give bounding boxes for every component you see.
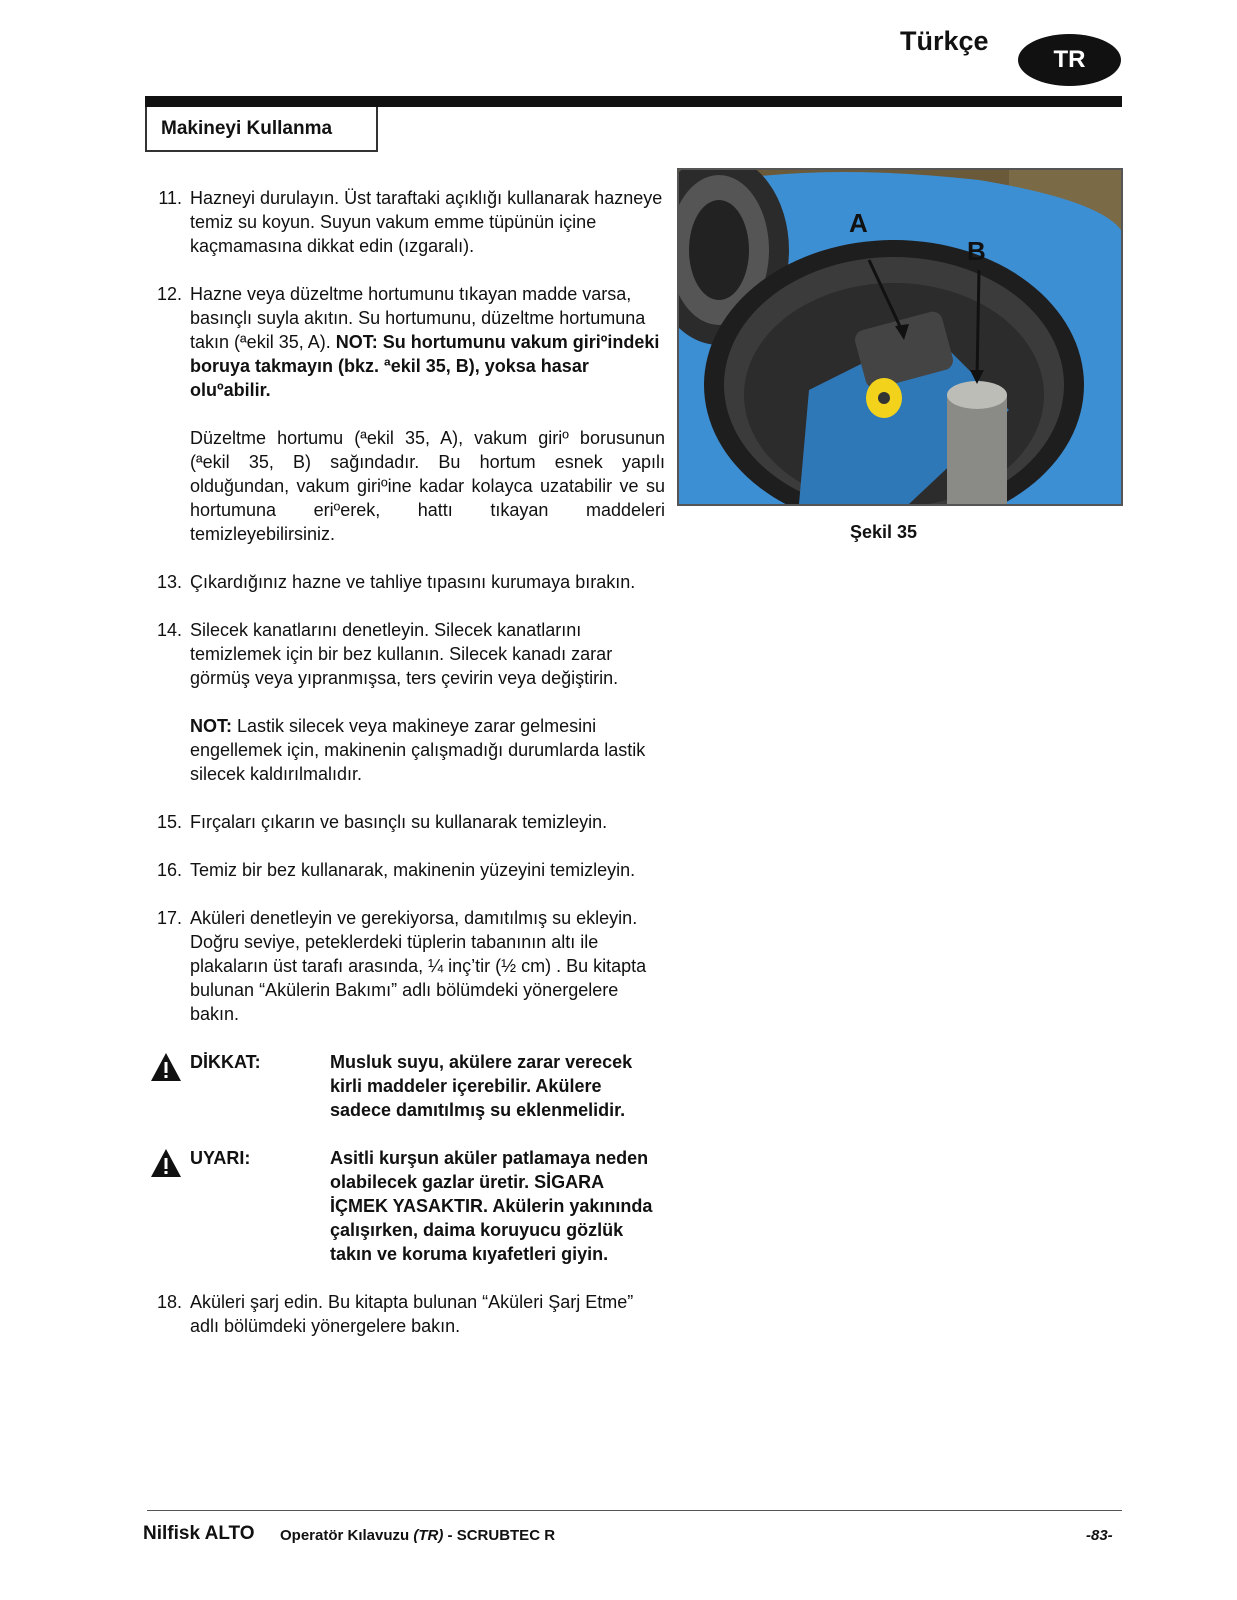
- doc-prefix: Operatör Kılavuzu: [280, 1527, 414, 1544]
- warning-label: UYARI:: [190, 1148, 251, 1168]
- step-number: 16.: [156, 860, 182, 880]
- step-16: [150, 858, 665, 882]
- step-number: 17.: [156, 908, 182, 928]
- step-14-note: [190, 714, 665, 786]
- step-text: Hazneyi durulayın. Üst taraftaki açıklığı kullanarak hazneye temiz su koyun. Suyun vakum emme tüpünün içine kaçmamasına dikkat edin (ızgaralı).: [190, 188, 663, 256]
- step-11: [150, 186, 665, 258]
- caution-label: DİKKAT:: [190, 1052, 261, 1072]
- caution-block: [150, 1050, 665, 1122]
- step-text: Fırçaları çıkarın ve basınçlı su kullanarak temizleyin.: [190, 812, 608, 832]
- step-text: [190, 282, 665, 402]
- step-number: 14.: [156, 620, 182, 640]
- step-14: [150, 618, 665, 786]
- step-number: 18.: [156, 1292, 182, 1312]
- page-number: -83-: [1086, 1527, 1113, 1544]
- step-13: [150, 570, 665, 594]
- language-badge: TR: [1018, 34, 1121, 86]
- footer-document-title: [280, 1527, 555, 1544]
- step-text: Aküleri denetleyin ve gerekiyorsa, damıtılmış su ekleyin. Doğru seviye, peteklerdeki tüplerin tabanının altı ile plakaların üst tarafı arasında, ¼ inç’tir (½ cm) . Bu kitapta bulunan “Akülerin Bakımı” adlı bölümdeki yönergelere bakın.: [190, 908, 647, 1024]
- step-18: [150, 1290, 665, 1338]
- note-text: Lastik silecek veya makineye zarar gelmesini engellemek için, makinenin çalışmadığı durumlarda lastik silecek kaldırılmalıdır.: [190, 716, 646, 784]
- step-text: Silecek kanatlarını denetleyin. Silecek kanatlarını temizlemek için bir bez kullanın. Silecek kanadı zarar görmüş veya yıpranmışsa, ters çevirin veya değiştirin.: [190, 620, 619, 688]
- label-b: B: [967, 236, 986, 266]
- step-12: [150, 282, 665, 546]
- label-a: A: [849, 208, 868, 238]
- note-label: NOT:: [190, 716, 232, 736]
- step-12-text: Hazne veya düzeltme hortumunu tıkayan madde varsa, basınçlı suyla akıtın. Su hortumunu, düzeltme hortumuna takın (ªekil 35, A).: [190, 284, 646, 352]
- step-text: Çıkardığınız hazne ve tahliye tıpasını kurumaya bırakın.: [190, 572, 636, 592]
- figure-35-photo: [677, 168, 1123, 506]
- step-number: 15.: [156, 812, 182, 832]
- doc-suffix: - SCRUBTEC R: [443, 1527, 556, 1544]
- figure-caption: Şekil 35: [850, 522, 918, 542]
- step-number: 12.: [156, 284, 182, 304]
- footer-brand: Nilfisk ALTO: [143, 1523, 255, 1544]
- step-12-paragraph: Düzeltme hortumu (ªekil 35, A), vakum giriº borusunun (ªekil 35, B) sağındadır. Bu hortum esnek yapılı olduğundan, vakum giriºine kadar kolayca uzatabilir ve su hortumuna eriºerek, hattı tıkayan maddeleri temizleyebilirsiniz.: [190, 428, 665, 544]
- step-text: Temiz bir bez kullanarak, makinenin yüzeyini temizleyin.: [190, 860, 636, 880]
- tank-illustration: [679, 170, 1121, 504]
- instruction-list: [150, 186, 665, 1362]
- footer-rule: [147, 1510, 1122, 1511]
- step-text: Aküleri şarj edin. Bu kitapta bulunan “Aküleri Şarj Etme” adlı bölümdeki yönergelere bakın.: [190, 1292, 634, 1336]
- warning-triangle-icon: [150, 1146, 190, 1266]
- step-number: 11.: [158, 188, 182, 208]
- section-title: Makineyi Kullanma: [145, 107, 378, 152]
- step-12-note: NOT: Su hortumunu vakum giriºindeki boruya takmayın (bkz. ªekil 35, B), yoksa hasar oluºabilir.: [190, 332, 660, 400]
- step-number: 13.: [156, 572, 182, 592]
- header-rule: [145, 96, 1122, 107]
- warning-text: Asitli kurşun aküler patlamaya neden olabilecek gazlar üretir. SİGARA İÇMEK YASAKTIR. Akülerin yakınında çalışırken, daima koruyucu gözlük takın ve koruma kıyafetleri giyin.: [330, 1148, 653, 1264]
- language-title: Türkçe: [900, 26, 989, 56]
- step-15: [150, 810, 665, 834]
- caution-text: Musluk suyu, akülere zarar verecek kirli maddeler içerebilir. Akülere sadece damıtılmış su eklenmelidir.: [330, 1052, 633, 1120]
- doc-lang: (TR): [413, 1527, 444, 1544]
- warning-block: [150, 1146, 665, 1266]
- warning-triangle-icon: [150, 1050, 190, 1122]
- step-17: [150, 906, 665, 1026]
